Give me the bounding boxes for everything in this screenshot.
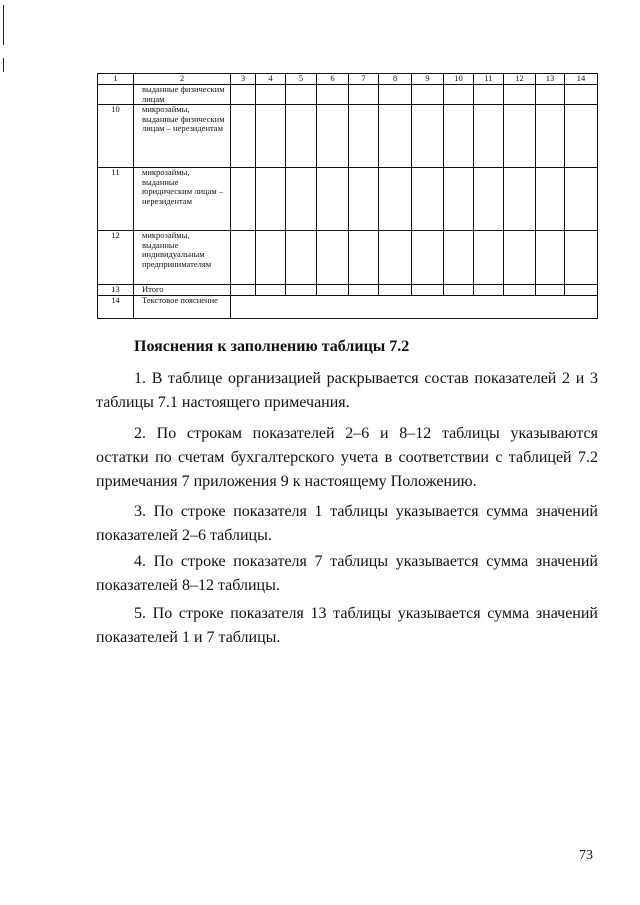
table-cell xyxy=(504,285,536,296)
row-number: 14 xyxy=(98,296,134,319)
note-text: 3. По строке показателя 1 таблицы указывается сумма значений показателей 2–6 таблицы. xyxy=(96,503,598,544)
table-cell xyxy=(536,168,565,231)
row-number: 11 xyxy=(98,168,134,231)
table-cell xyxy=(444,231,474,285)
table-cell xyxy=(536,231,565,285)
note-paragraph xyxy=(96,367,598,415)
table-cell xyxy=(474,105,504,168)
header-cell: 13 xyxy=(536,74,565,85)
table-cell xyxy=(231,168,256,231)
binding-mark xyxy=(3,58,4,72)
table-cell xyxy=(474,285,504,296)
table-cell xyxy=(444,168,474,231)
table-cell xyxy=(256,168,286,231)
header-cell: 4 xyxy=(256,74,286,85)
table-cell xyxy=(565,105,598,168)
table-cell xyxy=(231,85,256,105)
table-cell xyxy=(565,168,598,231)
note-text: 1. В таблице организацией раскрывается состав показателей 2 и 3 таблицы 7.1 настоящего примечания. xyxy=(96,370,598,411)
row-number: 10 xyxy=(98,105,134,168)
table-cell xyxy=(349,285,379,296)
note-paragraph xyxy=(96,602,598,650)
table-row xyxy=(98,105,598,168)
table-cell xyxy=(286,168,317,231)
table-cell xyxy=(349,85,379,105)
table-cell xyxy=(317,85,349,105)
table-cell xyxy=(474,168,504,231)
table-cell xyxy=(349,231,379,285)
table-cell xyxy=(231,285,256,296)
header-cell: 9 xyxy=(412,74,444,85)
row-name: микрозаймы, выданные физическим лицам – нерезидентам xyxy=(134,105,231,168)
table-cell xyxy=(379,85,412,105)
table-cell xyxy=(379,285,412,296)
table-cell xyxy=(256,285,286,296)
table-row xyxy=(98,168,598,231)
binding-mark xyxy=(3,5,4,45)
note-paragraph xyxy=(96,550,598,598)
table-cell xyxy=(317,285,349,296)
table-cell xyxy=(412,85,444,105)
row-number: 13 xyxy=(98,285,134,296)
header-cell: 7 xyxy=(349,74,379,85)
table-cell xyxy=(504,85,536,105)
table-cell xyxy=(256,105,286,168)
table-cell xyxy=(231,105,256,168)
row-name: Итого xyxy=(134,285,231,296)
header-cell: 6 xyxy=(317,74,349,85)
text-explanation-cell xyxy=(231,296,598,319)
table-cell xyxy=(317,105,349,168)
header-cell: 8 xyxy=(379,74,412,85)
table-cell xyxy=(565,231,598,285)
table-cell xyxy=(256,231,286,285)
header-cell: 1 xyxy=(98,74,134,85)
table-cell xyxy=(231,231,256,285)
table-cell xyxy=(349,168,379,231)
table-row xyxy=(98,231,598,285)
table-cell xyxy=(504,231,536,285)
table-cell xyxy=(444,285,474,296)
header-cell: 3 xyxy=(231,74,256,85)
table-cell xyxy=(412,231,444,285)
note-paragraph xyxy=(96,422,598,494)
row-number: 12 xyxy=(98,231,134,285)
table-cell xyxy=(536,105,565,168)
page-number: 73 xyxy=(579,848,593,863)
table-cell xyxy=(379,231,412,285)
row-name: Текстовое пояснение xyxy=(134,296,231,319)
table-cell xyxy=(317,168,349,231)
note-text: 5. По строке показателя 13 таблицы указывается сумма значений показателей 1 и 7 таблицы. xyxy=(96,605,598,646)
table-cell xyxy=(444,105,474,168)
row-name: микрозаймы, выданные индивидуальным предпринимателям xyxy=(134,231,231,285)
table-cell xyxy=(379,168,412,231)
table-cell xyxy=(412,285,444,296)
data-table xyxy=(97,73,598,319)
table-cell xyxy=(286,105,317,168)
notes-title: Пояснения к заполнению таблицы 7.2 xyxy=(134,338,410,355)
table-cell xyxy=(286,85,317,105)
row-name: микрозаймы, выданные юридическим лицам – нерезидентам xyxy=(134,168,231,231)
header-cell: 12 xyxy=(504,74,536,85)
note-text: 2. По строкам показателей 2–6 и 8–12 таблицы указываются остатки по счетам бухгалтерского учета в соответствии с таблицей 7.2 примечания 7 приложения 9 к настоящему Положению. xyxy=(96,425,598,490)
header-cell: 10 xyxy=(444,74,474,85)
table-cell xyxy=(317,231,349,285)
header-cell: 5 xyxy=(286,74,317,85)
table-cell xyxy=(256,85,286,105)
header-cell: 14 xyxy=(565,74,598,85)
table-cell xyxy=(286,285,317,296)
table-cell xyxy=(444,85,474,105)
table-cell xyxy=(474,85,504,105)
table-cell xyxy=(474,231,504,285)
table-row xyxy=(98,285,598,296)
table-cell xyxy=(379,105,412,168)
table-header-row xyxy=(98,74,598,85)
table-cell xyxy=(536,285,565,296)
table-cell xyxy=(412,168,444,231)
table-cell xyxy=(565,85,598,105)
row-name: выданные физическим лицам xyxy=(134,85,231,105)
header-cell: 11 xyxy=(474,74,504,85)
table-row xyxy=(98,296,598,319)
table-cell xyxy=(565,285,598,296)
table-cell xyxy=(536,85,565,105)
row-number xyxy=(98,85,134,105)
table-cell xyxy=(412,105,444,168)
table-row xyxy=(98,85,598,105)
table-cell xyxy=(504,105,536,168)
table-cell xyxy=(504,168,536,231)
table-cell xyxy=(286,231,317,285)
table-cell xyxy=(349,105,379,168)
note-text: 4. По строке показателя 7 таблицы указывается сумма значений показателей 8–12 таблицы. xyxy=(96,553,598,594)
header-cell: 2 xyxy=(134,74,231,85)
note-paragraph xyxy=(96,500,598,548)
